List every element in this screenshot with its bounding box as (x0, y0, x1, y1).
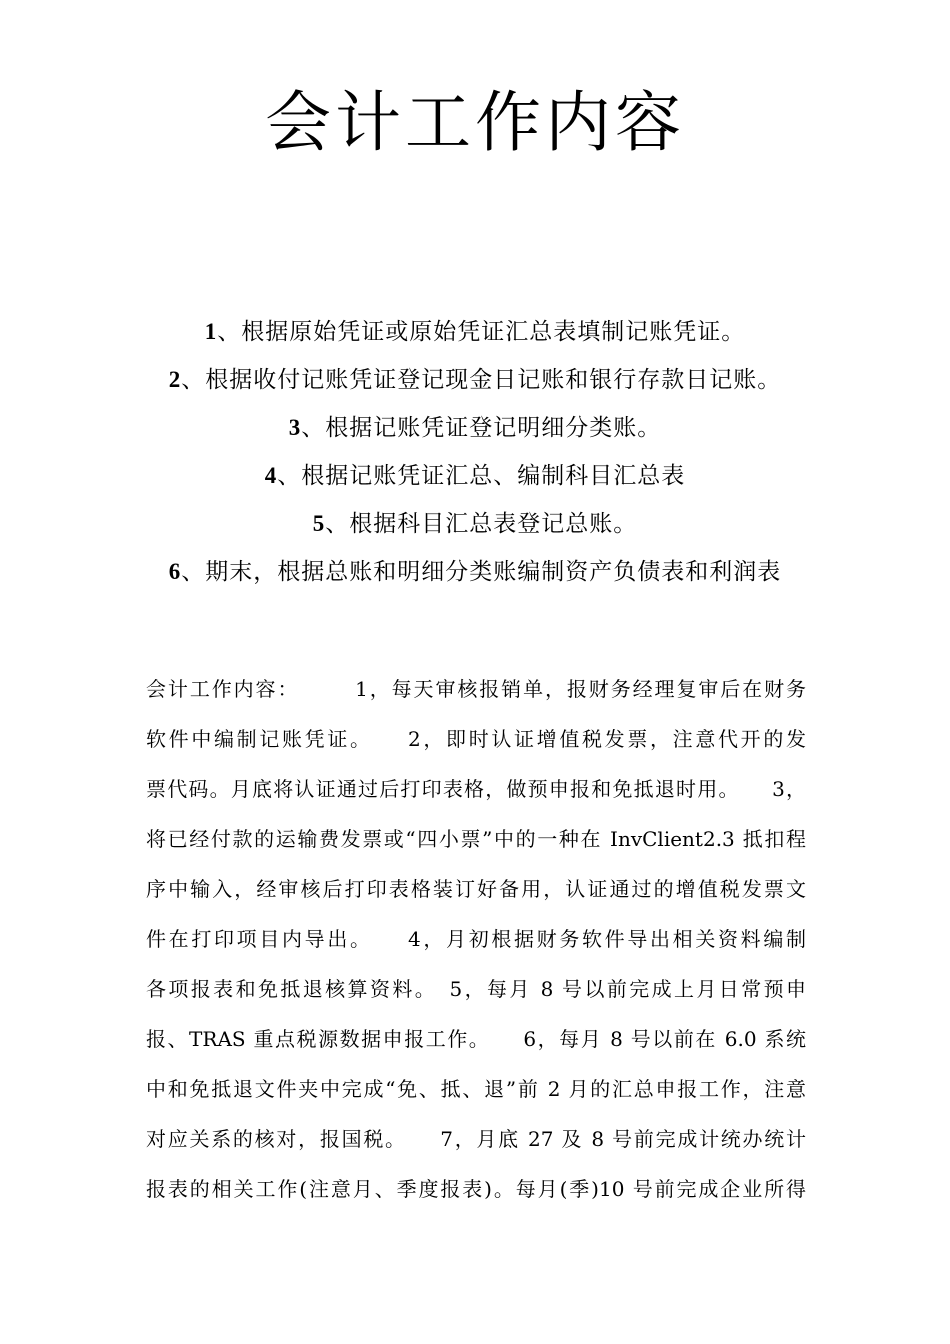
step-item (0, 404, 950, 452)
step-item (0, 500, 950, 548)
step-number: 6 (168, 559, 182, 584)
step-item (0, 356, 950, 404)
step-number: 3 (288, 415, 302, 440)
step-number: 5 (312, 511, 326, 536)
body-line: 中和免抵退文件夹中完成“免、抵、退”前 2 月的汇总申报工作，注意 (146, 1077, 806, 1101)
body-line: 软件中编制记账凭证。 2，即时认证增值税发票，注意代开的发 (146, 727, 806, 751)
step-list (0, 308, 950, 596)
step-item (0, 548, 950, 596)
body-paragraph (146, 664, 806, 1214)
body-line: 会计工作内容： 1，每天审核报销单，报财务经理复审后在财务 (146, 677, 806, 701)
step-item (0, 308, 950, 356)
step-text: 、期末，根据总账和明细分类账编制资产负债表和利润表 (181, 559, 782, 585)
body-line: 序中输入，经审核后打印表格装订好备用，认证通过的增值税发票文 (146, 877, 806, 901)
body-line: 各项报表和免抵退核算资料。 5，每月 8 号以前完成上月日常预申 (146, 977, 806, 1001)
body-line: 将已经付款的运输费发票或“四小票”中的一种在 InvClient2.3 抵扣程 (146, 827, 806, 851)
body-line: 件在打印项目内导出。 4，月初根据财务软件导出相关资料编制 (146, 927, 806, 951)
step-text: 、根据记账凭证汇总、编制科目汇总表 (277, 463, 686, 489)
step-item (0, 452, 950, 500)
body-line: 报、TRAS 重点税源数据申报工作。 6，每月 8 号以前在 6.0 系统 (146, 1027, 806, 1051)
step-text: 、根据科目汇总表登记总账。 (325, 511, 638, 537)
body-line: 对应关系的核对，报国税。 7，月底 27 及 8 号前完成计统办统计 (146, 1127, 806, 1151)
step-number: 2 (168, 367, 182, 392)
step-number: 1 (204, 319, 218, 344)
step-text: 、根据原始凭证或原始凭证汇总表填制记账凭证。 (217, 319, 746, 345)
step-text: 、根据记账凭证登记明细分类账。 (301, 415, 662, 441)
step-number: 4 (264, 463, 278, 488)
body-line: 票代码。月底将认证通过后打印表格，做预申报和免抵退时用。 3， (146, 777, 806, 801)
document-title: 会计工作内容 (265, 84, 685, 161)
body-line: 报表的相关工作(注意月、季度报表)。每月(季)10 号前完成企业所得 (146, 1177, 806, 1201)
step-text: 、根据收付记账凭证登记现金日记账和银行存款日记账。 (181, 367, 782, 393)
